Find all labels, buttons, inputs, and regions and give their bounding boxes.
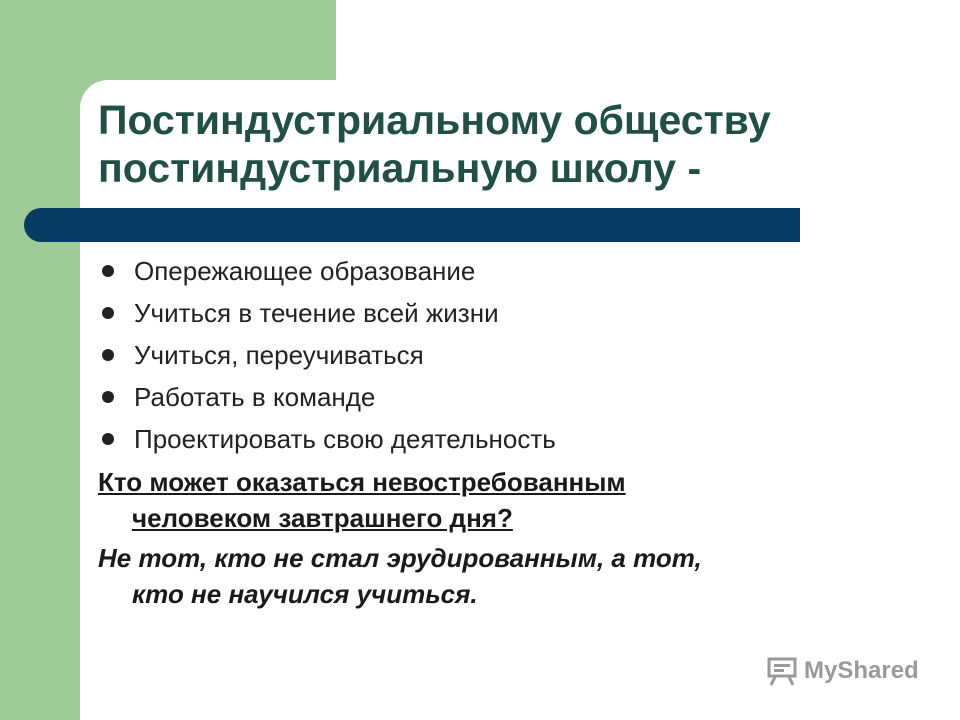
- bullet-text: Опережающее образование: [134, 256, 476, 286]
- answer-line-2: кто не научился учиться.: [132, 579, 478, 609]
- bullet-text: Учиться в течение всей жизни: [134, 298, 499, 328]
- bullet-icon: [102, 433, 114, 445]
- bullet-text: Проектировать свою деятельность: [134, 424, 556, 454]
- title-line-2: постиндустриальную школу -: [98, 145, 702, 191]
- bullet-icon: [102, 391, 114, 403]
- bullet-text: Работать в команде: [134, 382, 376, 412]
- bullet-text: Учиться, переучиваться: [134, 340, 424, 370]
- slide-title: [98, 96, 898, 192]
- answer-text: [98, 540, 878, 612]
- bullet-icon: [102, 349, 114, 361]
- list-item: [96, 334, 556, 376]
- title-line-1: Постиндустриальному обществу: [98, 97, 771, 143]
- bullet-list: [96, 250, 556, 460]
- watermark: [766, 656, 919, 686]
- answer-line-1: Не тот, кто не стал эрудированным, а тот,: [98, 543, 702, 573]
- divider-bar: [24, 208, 800, 242]
- list-item: [96, 250, 556, 292]
- watermark-text: MyShared: [804, 657, 919, 684]
- presentation-board-icon: [766, 656, 798, 686]
- question-line-1: Кто может оказаться невостребованным: [98, 467, 626, 497]
- bullet-icon: [102, 307, 114, 319]
- bullet-icon: [102, 265, 114, 277]
- list-item: [96, 376, 556, 418]
- question-text: [98, 464, 798, 536]
- question-line-2: человеком завтрашнего дня?: [132, 503, 513, 533]
- list-item: [96, 418, 556, 460]
- list-item: [96, 292, 556, 334]
